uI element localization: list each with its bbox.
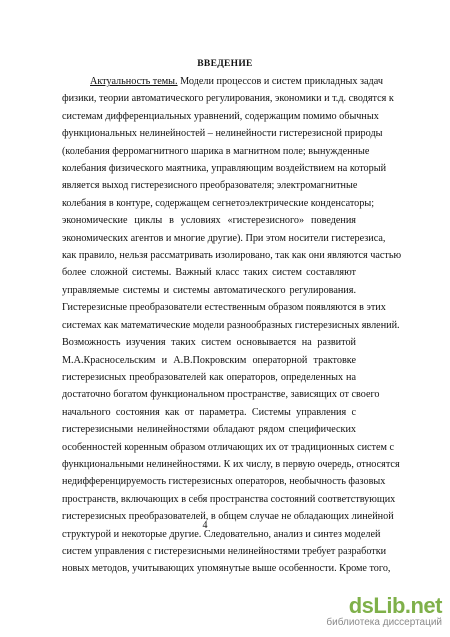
- text-line: [62, 543, 387, 560]
- text-line: [62, 90, 394, 107]
- text-line: [62, 421, 356, 438]
- text-segment: недифференцируемость гистерезисных операторов, необычность фазовых: [62, 476, 386, 488]
- text-segment: гистерезисных преобразователей как операторов, определенных на: [62, 371, 356, 383]
- text-segment: начального состояния как от параметра. Системы управления с: [62, 406, 356, 418]
- text-segment: систем управления с гистерезисными нелинейностями требует разработки: [62, 545, 387, 557]
- text-segment: гистерезисными нелинейностями обладают рядом специфических: [62, 424, 356, 436]
- text-segment: как правило, нельзя рассматривать изолировано, так как они являются частью: [62, 250, 402, 262]
- text-line: [62, 143, 370, 160]
- text-line: [62, 125, 383, 142]
- text-segment: экономических агентов и многие другие). При этом носители гистерезиса,: [62, 232, 386, 244]
- text-line: [62, 195, 375, 212]
- text-line: [62, 73, 383, 90]
- body-paragraph: [62, 73, 402, 578]
- text-segment: структурой и некоторые другие. Следовательно, анализ и синтез моделей: [62, 528, 381, 540]
- text-line: [62, 560, 391, 577]
- text-line: [62, 108, 379, 125]
- text-line: [62, 160, 387, 177]
- text-segment: функциональными нелинейностями. К их числу, в первую очередь, относятся: [62, 458, 400, 470]
- text-segment: достаточно богатом функциональном пространстве, зависящих от своего: [62, 389, 380, 401]
- text-segment: Гистерезисные преобразователи естественным образом появляются в этих: [62, 302, 386, 314]
- text-segment: системах как математические модели разнообразных гистерезисных явлений.: [62, 319, 400, 331]
- text-segment: колебания физического маятника, управляющим воздействием на который: [62, 163, 387, 175]
- text-line: [62, 247, 402, 264]
- text-segment: является выход гистерезисного преобразователя; электромагнитные: [62, 180, 358, 192]
- text-line: [62, 439, 395, 456]
- text-line: [62, 230, 386, 247]
- text-segment: пространств, включающих в себя пространства состояний соответствующих: [62, 493, 396, 505]
- watermark-brand: dsLib.net: [348, 593, 442, 618]
- text-line: [62, 264, 356, 281]
- text-line: [62, 299, 386, 316]
- text-line: [62, 317, 400, 334]
- text-segment: (колебания ферромагнитного шарика в магнитном поле; вынужденные: [62, 145, 370, 157]
- topic-label: Актуальность темы.: [90, 76, 178, 87]
- page-number: 4: [202, 520, 208, 531]
- text-segment: функциональных нелинейностей – нелинейности гистерезисной природы: [62, 128, 383, 140]
- text-line: [62, 456, 400, 473]
- text-line: [62, 473, 386, 490]
- text-line: [62, 369, 356, 386]
- text-segment: физики, теории автоматического регулирования, экономики и т.д. сводятся к: [62, 93, 394, 105]
- text-line: [62, 491, 396, 508]
- text-segment: более сложной системы. Важный класс таких систем составляют: [62, 267, 356, 279]
- text-segment: Возможность изучения таких систем основывается на развитой: [62, 337, 356, 349]
- text-segment: особенностей коренным образом отличающих их от традиционных систем с: [62, 441, 395, 453]
- text-segment: экономические циклы в условиях «гистерезисного» поведения: [62, 215, 356, 227]
- text-segment: системам дифференциальных уравнений, содержащим помимо обычных: [62, 110, 379, 122]
- text-line: [62, 334, 356, 351]
- text-segment: Модели процессов и систем прикладных задач: [177, 76, 383, 87]
- text-segment: управляемые системы и системы автоматического регулирования.: [62, 284, 356, 296]
- text-line: [62, 352, 356, 369]
- watermark-tagline: библиотека диссертаций: [326, 617, 442, 628]
- section-heading: ВВЕДЕНИЕ: [197, 59, 253, 69]
- text-line: [62, 404, 356, 421]
- text-segment: колебания в контуре, содержащем сегнетоэлектрические конденсаторы;: [62, 197, 375, 209]
- text-line: [62, 282, 356, 299]
- text-segment: М.А.Красносельским и А.В.Покровским операторной трактовке: [62, 354, 356, 366]
- text-segment: гистерезисных преобразователей, в общем случае не обладающих линейной: [62, 511, 394, 523]
- text-line: [62, 177, 356, 194]
- text-segment: новых методов, учитывающих упомянутые выше особенности. Кроме того,: [62, 563, 391, 575]
- text-line: [62, 386, 380, 403]
- watermark-logo: [292, 593, 442, 629]
- text-line: [62, 212, 356, 229]
